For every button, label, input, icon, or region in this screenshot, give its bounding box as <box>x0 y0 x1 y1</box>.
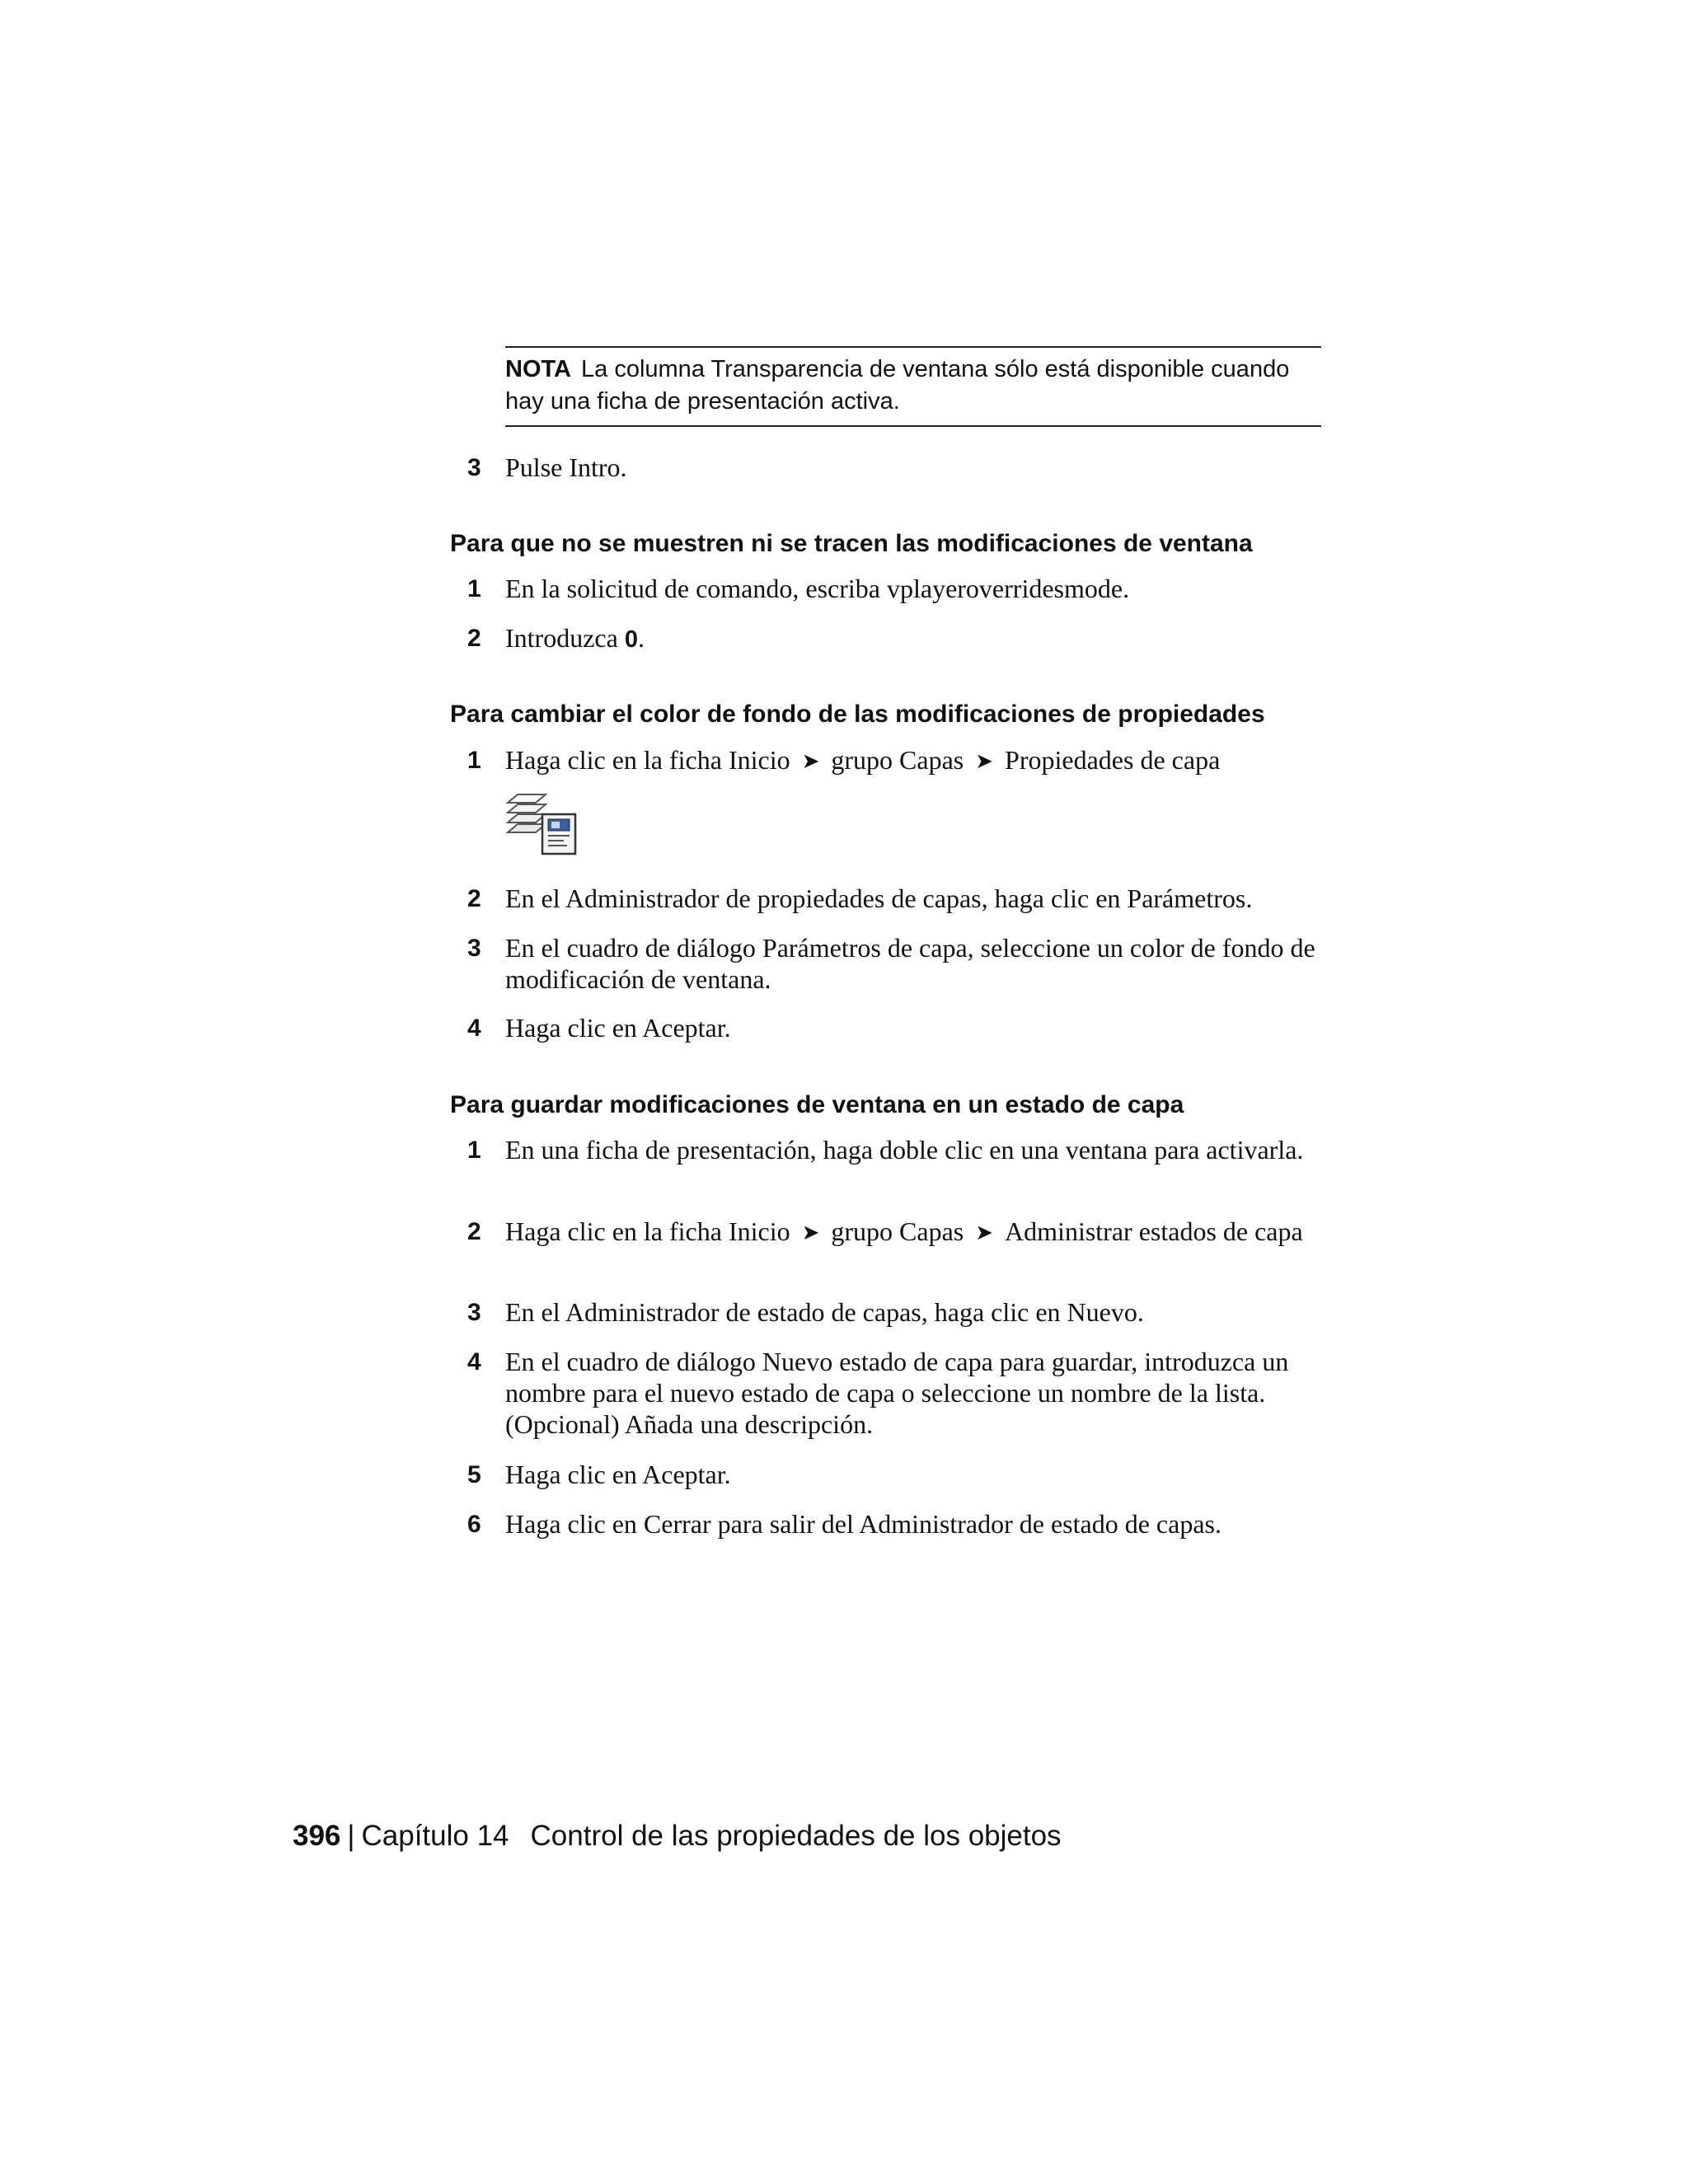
list-item <box>467 1134 1325 1166</box>
list-item <box>467 573 1325 605</box>
step-value: 0 <box>624 626 638 653</box>
page-number: 396 <box>293 1820 341 1852</box>
step-text: Haga clic en Aceptar. <box>505 1013 731 1043</box>
chapter-title: Control de las propiedades de los objetos <box>530 1820 1062 1852</box>
arrow-right-icon: ➤ <box>975 749 994 773</box>
step-number: 2 <box>467 885 481 912</box>
menu-path-part: Propiedades de capa <box>1005 745 1221 775</box>
section-heading: Para cambiar el color de fondo de las modificaciones de propiedades <box>450 701 1265 728</box>
list-item <box>467 744 1325 777</box>
step-text-part: . <box>637 623 645 653</box>
step-number: 2 <box>467 1218 481 1245</box>
arrow-right-icon: ➤ <box>801 749 820 773</box>
step-text: En el cuadro de diálogo Nuevo estado de capa para guardar, introduzca un nombre para el nuevo estado de capa o seleccione un nombre de la lista. (Opcional) Añada una descripción. <box>505 1347 1289 1439</box>
step-number: 6 <box>467 1511 481 1538</box>
page-footer <box>293 1818 1062 1854</box>
list-item <box>467 932 1325 995</box>
menu-path-part: grupo Capas <box>831 745 964 775</box>
step-text <box>505 744 1325 777</box>
section-heading: Para guardar modificaciones de ventana en un estado de capa <box>450 1091 1184 1118</box>
footer-separator: | <box>347 1820 355 1852</box>
list-item <box>467 1296 1325 1329</box>
menu-path-part: grupo Capas <box>831 1216 964 1246</box>
step-text: En una ficha de presentación, haga doble clic en una ventana para activarla. <box>505 1135 1304 1165</box>
note-label: NOTA <box>505 356 572 382</box>
list-item <box>467 452 1325 484</box>
step-number: 3 <box>467 1299 481 1326</box>
list-item <box>467 1508 1325 1540</box>
list-item <box>467 1216 1325 1249</box>
step-number: 1 <box>467 747 481 774</box>
step-number: 4 <box>467 1015 481 1042</box>
list-item <box>467 1346 1325 1440</box>
list-item <box>467 1012 1325 1044</box>
step-text <box>505 1216 1325 1249</box>
step-number: 3 <box>467 935 481 962</box>
menu-path-part: Haga clic en la ficha Inicio <box>505 1216 790 1246</box>
arrow-right-icon: ➤ <box>801 1221 820 1244</box>
step-number: 2 <box>467 625 481 652</box>
step-text: En el Administrador de estado de capas, haga clic en Nuevo. <box>505 1297 1144 1327</box>
note-text: La columna Transparencia de ventana sólo está disponible cuando hay una ficha de presentación activa. <box>505 356 1290 415</box>
step-text: En el Administrador de propiedades de capas, haga clic en Parámetros. <box>505 883 1253 913</box>
section-heading: Para que no se muestren ni se tracen las modificaciones de ventana <box>450 530 1253 557</box>
step-text: Haga clic en Cerrar para salir del Administrador de estado de capas. <box>505 1509 1221 1539</box>
list-item <box>467 622 1325 655</box>
note-box <box>505 346 1321 427</box>
step-number: 4 <box>467 1348 481 1376</box>
step-number: 3 <box>467 454 481 481</box>
step-text: En el cuadro de diálogo Parámetros de capa, seleccione un color de fondo de modificación de ventana. <box>505 933 1315 994</box>
arrow-right-icon: ➤ <box>975 1221 994 1244</box>
step-text: Pulse Intro. <box>505 452 627 482</box>
step-text: Haga clic en Aceptar. <box>505 1460 731 1489</box>
menu-path-part: Haga clic en la ficha Inicio <box>505 745 790 775</box>
list-item <box>467 883 1325 915</box>
step-number: 1 <box>467 1137 481 1164</box>
step-number: 5 <box>467 1461 481 1488</box>
layer-properties-icon <box>504 781 580 855</box>
step-text: En la solicitud de comando, escriba vplayeroverridesmode. <box>505 574 1130 603</box>
step-text-part: Introduzca <box>505 623 625 653</box>
chapter-label: Capítulo 14 <box>361 1820 509 1852</box>
menu-path-part: Administrar estados de capa <box>1005 1216 1303 1246</box>
step-text <box>505 622 1325 655</box>
list-item <box>467 1459 1325 1491</box>
step-number: 1 <box>467 575 481 602</box>
